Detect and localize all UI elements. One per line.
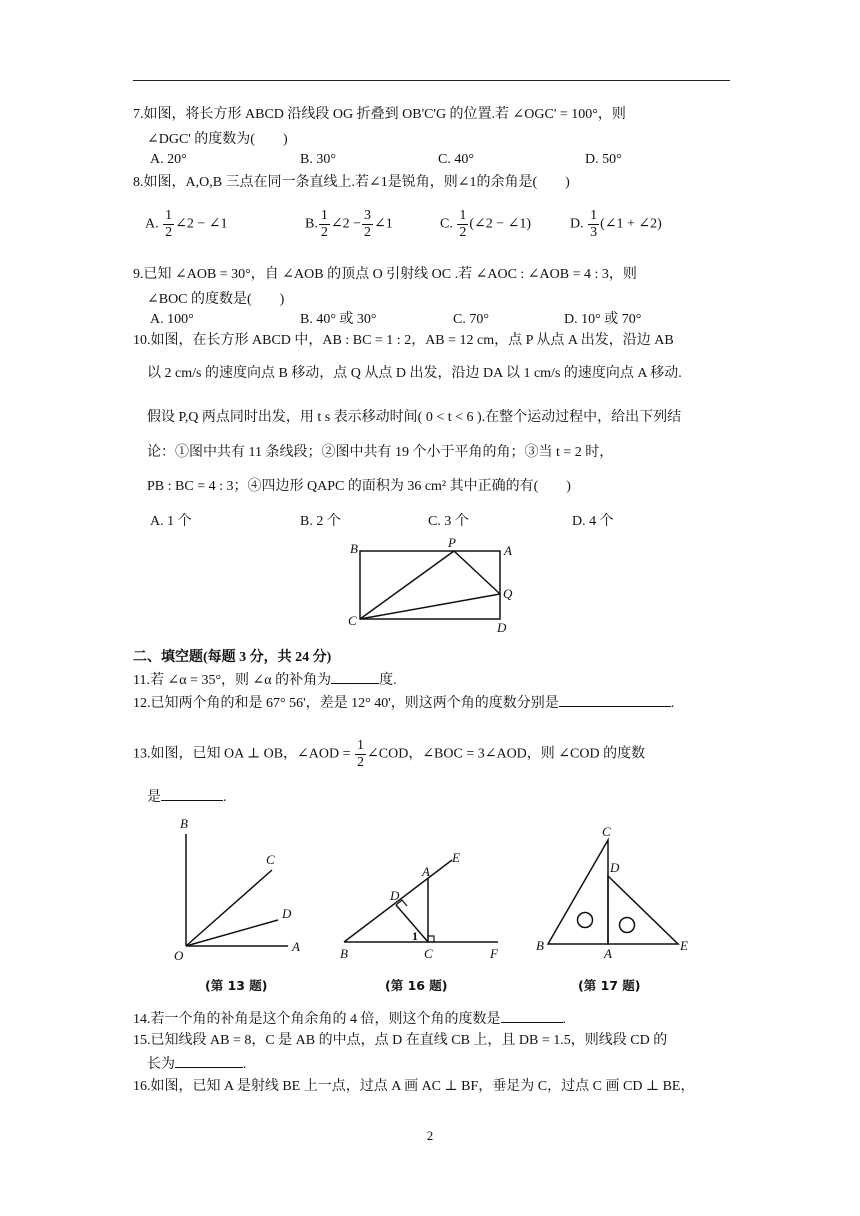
figure-16 (332, 846, 512, 966)
q11 (133, 669, 397, 691)
hole-circle (578, 913, 593, 928)
q13-text-end: ∠COD，∠BOC = 3∠AOD，则 ∠COD 的度数 (367, 746, 646, 762)
label-angle-1: 1 (412, 929, 418, 943)
q13-line2 (147, 786, 227, 808)
label-c: C (424, 946, 433, 961)
denominator: 2 (165, 225, 173, 240)
q10-line3: 假设 P,Q 两点同时出发，用 t s 表示移动时间( 0 < t < 6 ).在整个运动过程中，给出下列结 (147, 410, 682, 425)
q7-option-d: D. 50° (585, 152, 622, 167)
q14 (133, 1008, 566, 1030)
label-e: E (680, 938, 688, 953)
label-d: D (390, 888, 400, 903)
label-c: C (602, 824, 611, 839)
q10-line1: 10.如图，在长方形 ABCD 中，AB : BC = 1 : 2，AB = 12 cm，点 P 从点 A 出发，沿边 AB (133, 333, 674, 348)
q15-line2 (147, 1053, 247, 1075)
segment-pq (454, 551, 500, 594)
q8-option-c (440, 208, 531, 241)
answer-blank (501, 1008, 563, 1023)
q8-option-d-label: D. (570, 216, 584, 232)
q9-line2: ∠BOC 的度数是( ) (147, 292, 285, 307)
q9-option-b: B. 40° 或 30° (300, 312, 377, 327)
q15-line1: 15.已知线段 AB = 8，C 是 AB 的中点，点 D 在直线 CB 上，且 DB = 1.5，则线段 CD 的 (133, 1033, 668, 1048)
hole-circle (620, 918, 635, 933)
numerator: 1 (165, 208, 173, 223)
answer-blank (161, 786, 223, 801)
q8-option-a (145, 208, 227, 241)
q8-option-a-expr: ∠2 − ∠1 (175, 216, 228, 232)
q10-rectangle-figure (340, 535, 530, 635)
answer-blank (559, 692, 671, 707)
header-rule (133, 80, 730, 81)
page-number: 2 (426, 1128, 434, 1143)
q10-option-b: B. 2 个 (300, 514, 341, 529)
label-q: Q (503, 586, 513, 601)
q8-option-a-label: A. (145, 216, 159, 232)
q7-option-a: A. 20° (150, 152, 187, 167)
figure-13 (168, 812, 308, 964)
label-d: D (610, 860, 620, 875)
section-heading: 二、填空题(每题 3 分，共 24 分) (133, 650, 332, 665)
q8-line1: 8.如图，A,O,B 三点在同一条直线上.若∠1是锐角，则∠1的余角是( ) (133, 175, 570, 190)
label-d: D (282, 906, 292, 921)
label-a: A (504, 543, 512, 558)
figure-17 (530, 820, 700, 960)
q13-text: 13.如图，已知 OA ⊥ OB，∠AOD = (133, 746, 351, 762)
q10-option-c: C. 3 个 (428, 514, 469, 529)
q8-option-b (305, 208, 393, 241)
numerator: 1 (590, 208, 598, 223)
fraction (319, 208, 330, 241)
q13-line2-text: 是 (147, 790, 161, 805)
numerator: 1 (459, 208, 467, 223)
label-b: B (350, 541, 358, 556)
q10-option-d: D. 4 个 (572, 514, 614, 529)
q9-line1: 9.已知 ∠AOB = 30°，自 ∠AOB 的顶点 O 引射线 OC .若 ∠AOC : ∠AOB = 4 : 3，则 (133, 267, 637, 282)
q12-text-end: . (670, 696, 675, 711)
q13-line1 (133, 738, 645, 771)
q16-line1: 16.如图，已知 A 是射线 BE 上一点，过点 A 画 AC ⊥ BF，垂足为 C，过点 C 画 CD ⊥ BE， (133, 1079, 695, 1094)
right-angle-mark-c (428, 936, 434, 942)
label-o: O (174, 948, 184, 963)
fraction (355, 738, 366, 771)
label-e: E (452, 850, 460, 865)
segment-cq (360, 594, 500, 619)
label-b: B (340, 946, 348, 961)
q7-option-c: C. 40° (438, 152, 474, 167)
label-c: C (266, 852, 275, 867)
label-a: A (604, 946, 612, 960)
q11-text-end: 度. (379, 673, 397, 688)
fraction (163, 208, 174, 241)
q9-option-d: D. 10° 或 70° (564, 312, 642, 327)
q8-option-b-expr-end: ∠1 (373, 216, 393, 232)
q13-line2-end: . (223, 790, 227, 805)
label-a: A (292, 939, 300, 954)
figure-16-caption: (第 16 题) (385, 978, 448, 993)
q10-option-a: A. 1 个 (150, 514, 192, 529)
answer-blank (331, 669, 379, 684)
q8-option-d-expr: (∠1 + ∠2) (600, 216, 662, 232)
denominator: 3 (590, 225, 598, 240)
numerator: 1 (357, 738, 365, 753)
denominator: 2 (363, 225, 371, 240)
figure-17-caption: (第 17 题) (578, 978, 641, 993)
q14-text-end: . (562, 1012, 566, 1027)
q14-text: 14.若一个角的补角是这个角余角的 4 倍，则这个角的度数是 (133, 1012, 501, 1027)
q8-option-b-label: B. (305, 216, 318, 232)
q9-option-a: A. 100° (150, 312, 194, 327)
label-b: B (180, 816, 188, 831)
q8-option-c-label: C. (440, 216, 453, 232)
label-f: F (490, 946, 498, 961)
q10-line5: PB : BC = 4 : 3；④四边形 QAPC 的面积为 36 cm² 其中正确的有( ) (147, 479, 571, 494)
q10-line2: 以 2 cm/s 的速度向点 B 移动，点 Q 从点 D 出发，沿边 DA 以 1 cm/s 的速度向点 A 移动. (147, 366, 682, 381)
answer-blank (175, 1053, 243, 1068)
fraction (362, 208, 373, 241)
q8-option-b-expr-mid: ∠2 − (330, 216, 361, 232)
q7-line2: ∠DGC' 的度数为( ) (147, 132, 288, 147)
q8-option-c-expr: (∠2 − ∠1) (469, 216, 532, 232)
triangle-bca (548, 840, 608, 944)
rectangle-abcd (360, 551, 500, 619)
numerator: 1 (320, 208, 328, 223)
denominator: 2 (320, 225, 328, 240)
q11-text: 11.若 ∠α = 35°，则 ∠α 的补角为 (133, 673, 332, 688)
q15-line2-end: . (243, 1057, 247, 1072)
denominator: 2 (459, 225, 467, 240)
figure-13-caption: (第 13 题) (205, 978, 268, 993)
q12-text: 12.已知两个角的和是 67° 56'，差是 12° 40'，则这两个角的度数分别是 (133, 696, 559, 711)
q10-line4: 论：①图中共有 11 条线段；②图中共有 19 个小于平角的角；③当 t = 2 时， (147, 445, 614, 460)
fraction (457, 208, 468, 241)
q7-option-b: B. 30° (300, 152, 336, 167)
q7-line1: 7.如图，将长方形 ABCD 沿线段 OG 折叠到 OB'C'G 的位置.若 ∠OGC' = 100°，则 (133, 107, 626, 122)
label-b: B (536, 938, 544, 953)
fraction (588, 208, 599, 241)
label-c: C (348, 613, 357, 628)
segment-cp (360, 551, 454, 619)
q9-option-c: C. 70° (453, 312, 489, 327)
denominator: 2 (357, 755, 365, 770)
label-d: D (497, 620, 507, 635)
q12 (133, 692, 674, 714)
label-a: A (422, 864, 430, 879)
label-p: P (448, 535, 456, 550)
q8-option-d (570, 208, 662, 241)
q15-line2-text: 长为 (147, 1057, 175, 1072)
numerator: 3 (363, 208, 371, 223)
triangle-ade (608, 876, 678, 944)
